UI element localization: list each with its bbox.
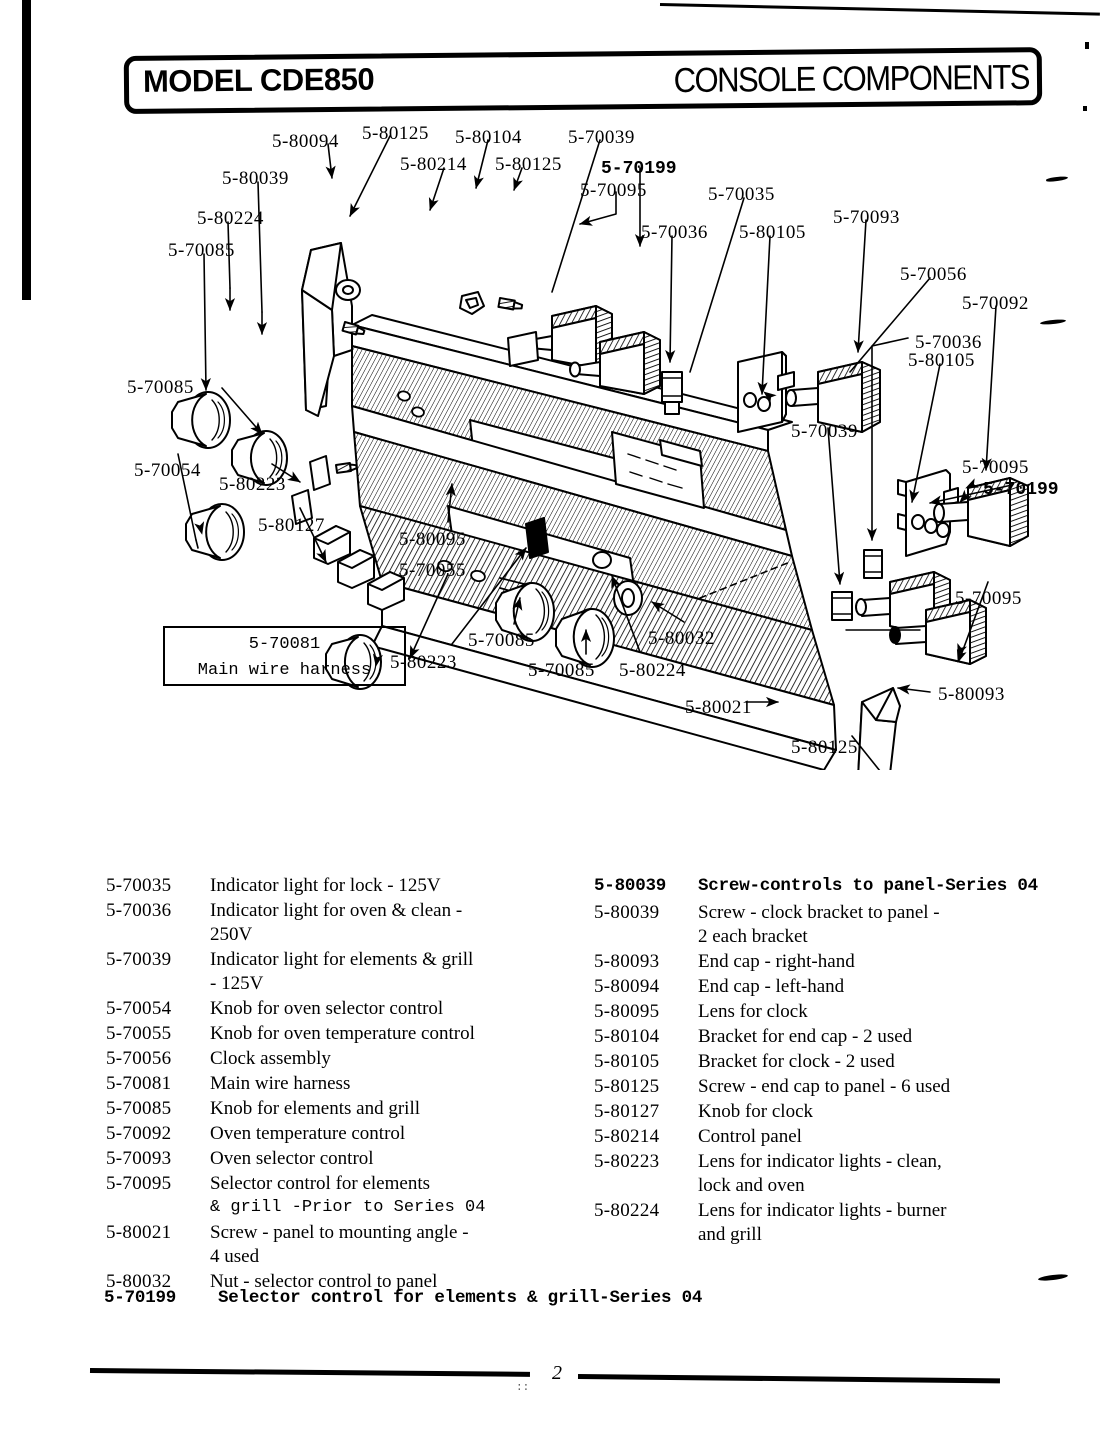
callout-label-580223: 5-80223 <box>219 474 286 495</box>
part-number: 5-70081 <box>106 1073 172 1094</box>
part-description: Knob for oven temperature control <box>210 1023 475 1044</box>
part-description: Selector control for elements & grill -Prior to Series 04 <box>210 1172 566 1220</box>
model-title: MODEL CDE850 <box>142 61 375 99</box>
callout-label-580094: 5-80094 <box>272 131 339 152</box>
parts-list-row <box>106 1221 566 1269</box>
parts-list-row <box>594 975 1094 999</box>
callout-label-570085: 5-70085 <box>528 660 595 681</box>
part-number: 5-80039 <box>594 876 667 896</box>
header-banner <box>124 47 1043 114</box>
parts-list-left-column <box>106 874 566 1295</box>
parts-list-row <box>106 1072 566 1096</box>
page-number: 2 <box>552 1362 562 1384</box>
part-description-continuation: 2 each bracket <box>698 926 808 947</box>
parts-list-row <box>594 1050 1094 1074</box>
part-description: Indicator light for lock - 125V <box>210 875 441 896</box>
page-footer <box>0 1352 1100 1412</box>
callout-label-570056: 5-70056 <box>900 264 967 285</box>
part-number: 5-80094 <box>594 976 660 997</box>
callout-label-580224: 5-80224 <box>197 208 264 229</box>
part-number: 5-70055 <box>106 1023 172 1044</box>
callout-label-570092: 5-70092 <box>962 293 1029 314</box>
part-description: Main wire harness <box>210 1073 351 1094</box>
footnote-description: Selector control for elements & grill-Series 04 <box>218 1288 703 1308</box>
callout-label-570036: 5-70036 <box>915 332 982 353</box>
parts-list-row <box>106 874 566 898</box>
part-description: Screw - end cap to panel - 6 used <box>698 1076 951 1097</box>
footnote-row <box>104 1288 702 1308</box>
parts-list-row <box>594 1000 1094 1024</box>
part-number: 5-70054 <box>106 998 172 1019</box>
parts-list-row <box>106 997 566 1021</box>
footer-rule-right <box>578 1374 1000 1383</box>
callout-label-570093: 5-70093 <box>833 207 900 228</box>
harness-description: Main wire harness <box>197 661 372 680</box>
part-description-continuation: lock and oven <box>698 1175 805 1196</box>
parts-list-row <box>594 950 1094 974</box>
callout-label-570055: 5-70055 <box>399 560 466 581</box>
callout-label-580039: 5-80039 <box>222 168 289 189</box>
part-number: 5-70035 <box>106 875 172 896</box>
part-number: 5-70085 <box>106 1098 172 1119</box>
parts-list-row <box>594 1125 1094 1149</box>
part-number: 5-70039 <box>106 949 172 970</box>
part-number: 5-70036 <box>106 900 172 921</box>
part-description: Knob for elements and grill <box>210 1098 421 1119</box>
part-number: 5-80127 <box>594 1101 660 1122</box>
part-description: Indicator light for oven & clean - 250V <box>210 899 566 947</box>
part-description: Screw - clock bracket to panel - 2 each bracket <box>698 901 1094 949</box>
part-description: End cap - left-hand <box>698 976 845 997</box>
parts-list-section <box>0 874 1100 1292</box>
callout-label-580095: 5-80095 <box>399 529 466 550</box>
part-description: Clock assembly <box>210 1048 331 1069</box>
part-number: 5-80224 <box>594 1200 660 1221</box>
part-description: Knob for oven selector control <box>210 998 444 1019</box>
part-description-continuation: & grill -Prior to Series 04 <box>210 1198 486 1217</box>
part-description: Knob for clock <box>698 1101 814 1122</box>
callout-label-570095: 5-70095 <box>962 457 1029 478</box>
callout-label-570085: 5-70085 <box>468 630 535 651</box>
callout-label-570039: 5-70039 <box>568 127 635 148</box>
part-description: Nut - selector control to panel <box>210 1271 438 1292</box>
part-description-continuation: and grill <box>698 1224 762 1245</box>
callout-label-580223: 5-80223 <box>390 652 457 673</box>
callout-label-580105: 5-80105 <box>908 350 975 371</box>
callout-label-570085: 5-70085 <box>168 240 235 261</box>
part-number: 5-80095 <box>594 1001 660 1022</box>
part-description: Lens for indicator lights - clean, lock and oven <box>698 1150 1094 1198</box>
callout-label-580125: 5-80125 <box>791 737 858 758</box>
callout-label-580125: 5-80125 <box>495 154 562 175</box>
parts-list-right-column <box>594 874 1094 1248</box>
parts-list-row <box>594 1150 1094 1198</box>
part-description: Oven temperature control <box>210 1123 406 1144</box>
part-description: Bracket for end cap - 2 used <box>698 1026 913 1047</box>
part-number: 5-80039 <box>594 902 660 923</box>
top-margin-rule <box>660 3 1100 16</box>
part-description: End cap - right-hand <box>698 951 855 972</box>
part-number: 5-80032 <box>106 1271 172 1292</box>
part-number: 5-80093 <box>594 951 660 972</box>
callout-label-570036: 5-70036 <box>641 222 708 243</box>
part-number: 5-80214 <box>594 1126 660 1147</box>
part-description: Screw - panel to mounting angle - 4 used <box>210 1221 566 1269</box>
callout-label-580125: 5-80125 <box>362 123 429 144</box>
scan-speck <box>1085 42 1089 49</box>
part-description: Screw-controls to panel-Series 04 <box>698 876 1038 896</box>
callout-label-580127: 5-80127 <box>258 515 325 536</box>
part-number: 5-70095 <box>106 1173 172 1194</box>
parts-list-row <box>106 1022 566 1046</box>
callout-label-580105: 5-80105 <box>739 222 806 243</box>
callout-label-570039: 5-70039 <box>791 421 858 442</box>
part-description: Lens for clock <box>698 1001 808 1022</box>
parts-list-row <box>594 901 1094 949</box>
callout-label-570199: 5-70199 <box>601 159 677 179</box>
parts-list-row <box>106 948 566 996</box>
section-title: CONSOLE COMPONENTS <box>673 57 1030 100</box>
callout-label-580032: 5-80032 <box>648 628 715 649</box>
callout-label-570035: 5-70035 <box>708 184 775 205</box>
part-number: 5-80223 <box>594 1151 660 1172</box>
parts-list-row <box>594 1100 1094 1124</box>
footer-rule-left <box>90 1368 530 1377</box>
footer-tick-mark: :: <box>516 1382 530 1394</box>
part-description: Lens for indicator lights - burner and grill <box>698 1199 1094 1247</box>
parts-list-row <box>106 899 566 947</box>
callout-label-580104: 5-80104 <box>455 127 522 148</box>
part-description: Indicator light for elements & grill - 125V <box>210 948 566 996</box>
part-description-continuation: - 125V <box>210 973 264 994</box>
part-description: Oven selector control <box>210 1148 374 1169</box>
part-number: 5-80021 <box>106 1222 172 1243</box>
callout-label-570085: 5-70085 <box>127 377 194 398</box>
part-number: 5-70056 <box>106 1048 172 1069</box>
callout-label-580224: 5-80224 <box>619 660 686 681</box>
callout-label-570095: 5-70095 <box>580 180 647 201</box>
harness-part-number: 5-70081 <box>248 635 321 654</box>
parts-list-row <box>594 1075 1094 1099</box>
callout-label-580093: 5-80093 <box>938 684 1005 705</box>
part-description: Bracket for clock - 2 used <box>698 1051 895 1072</box>
parts-list-subheader <box>594 874 1094 898</box>
part-description-continuation: 4 used <box>210 1246 260 1267</box>
part-number: 5-80104 <box>594 1026 660 1047</box>
callout-label-570054: 5-70054 <box>134 460 201 481</box>
parts-list-row <box>106 1172 566 1220</box>
part-number: 5-70093 <box>106 1148 172 1169</box>
callout-label-570199: 5-70199 <box>983 480 1059 500</box>
part-description-continuation: 250V <box>210 924 253 945</box>
callout-label-580214: 5-80214 <box>400 154 467 175</box>
part-number: 5-70092 <box>106 1123 172 1144</box>
part-number: 5-80105 <box>594 1051 660 1072</box>
parts-list-row <box>106 1122 566 1146</box>
callout-label-570095: 5-70095 <box>955 588 1022 609</box>
main-wire-harness-box <box>163 626 406 686</box>
callout-label-580021: 5-80021 <box>685 697 752 718</box>
parts-list-row <box>106 1097 566 1121</box>
footnote-part-number: 5-70199 <box>104 1288 177 1308</box>
parts-list-row <box>106 1147 566 1171</box>
parts-list-row <box>106 1047 566 1071</box>
part-number: 5-80125 <box>594 1076 660 1097</box>
scan-speck <box>1038 1273 1068 1282</box>
parts-list-row <box>594 1025 1094 1049</box>
part-description: Control panel <box>698 1126 802 1147</box>
parts-list-row <box>594 1199 1094 1247</box>
